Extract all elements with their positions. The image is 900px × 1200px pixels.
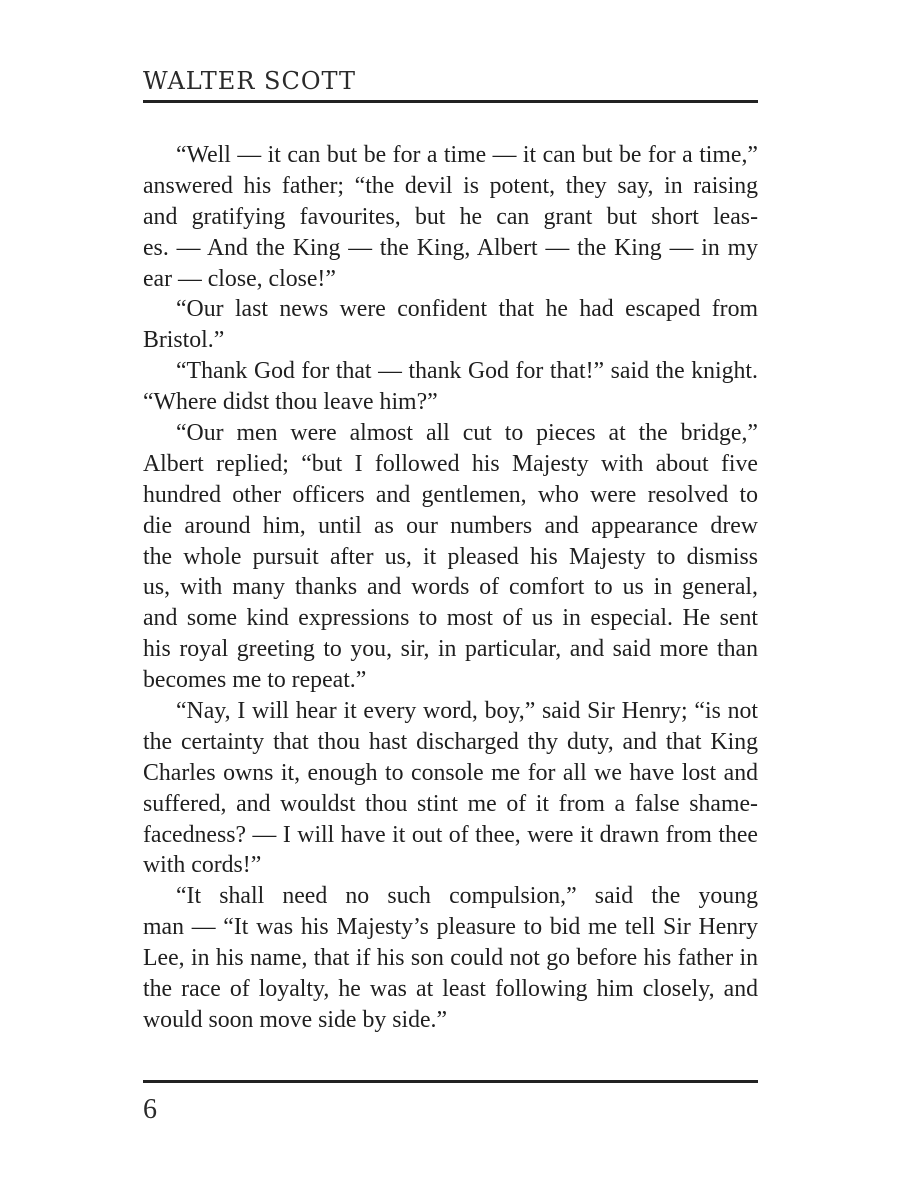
text-line: “Our men were almost all cut to pieces at the bridge,” [176,420,758,447]
text-line: Bristol.” [143,327,225,354]
footer-rule [143,1080,758,1083]
text-line: “Well — it can but be for a time — it can but be for a time,” [176,142,758,168]
text-line: “Nay, I will hear it every word, boy,” said Sir Henry; “is not [176,698,758,725]
text-line: facedness? — I will have it out of thee, were it drawn from thee [143,821,758,848]
text-line: us, with many thanks and words of comfort to us in general, [143,574,758,601]
header-rule [143,100,758,103]
text-line: suffered, and wouldst thou stint me of it from a false shame- [143,790,758,817]
text-line: hundred other officers and gentlemen, who were resolved to [143,481,758,508]
text-line: Charles owns it, enough to console me for all we have lost and [143,759,758,786]
text-line: the race of loyalty, he was at least following him closely, and [143,976,758,1003]
text-line: and some kind expressions to most of us in especial. He sent [143,605,758,632]
text-line: man — “It was his Majesty’s pleasure to bid me tell Sir Henry [143,914,758,941]
text-line: answered his father; “the devil is potent, they say, in raising [143,172,758,199]
text-line: es. — And the King — the King, Albert — the King — in my [143,234,758,261]
page-number: 6 [143,1094,157,1125]
text-line: Albert replied; “but I followed his Majesty with about five [143,450,758,477]
text-line: and gratifying favourites, but he can grant but short leas- [143,203,758,230]
text-line: “Where didst thou leave him?” [143,389,438,416]
text-line: Lee, in his name, that if his son could not go before his father in [143,945,758,972]
text-line: “Thank God for that — thank God for that!” said the knight. [176,358,758,385]
text-line: “It shall need no such compulsion,” said the young [176,883,758,910]
text-line: die around him, until as our numbers and appearance drew [143,512,758,539]
text-line: the whole pursuit after us, it pleased his Majesty to dismiss [143,543,758,570]
text-line: his royal greeting to you, sir, in particular, and said more than [143,636,758,663]
text-line: with cords!” [143,852,262,879]
body-text [143,140,758,1036]
running-head: WALTER SCOTT [143,67,356,95]
text-line: would soon move side by side.” [143,1006,448,1033]
text-line: the certainty that thou hast discharged thy duty, and that King [143,728,758,755]
text-line: ear — close, close!” [143,265,336,292]
text-line: becomes me to repeat.” [143,667,367,694]
text-line: “Our last news were confident that he had escaped from [176,296,758,323]
